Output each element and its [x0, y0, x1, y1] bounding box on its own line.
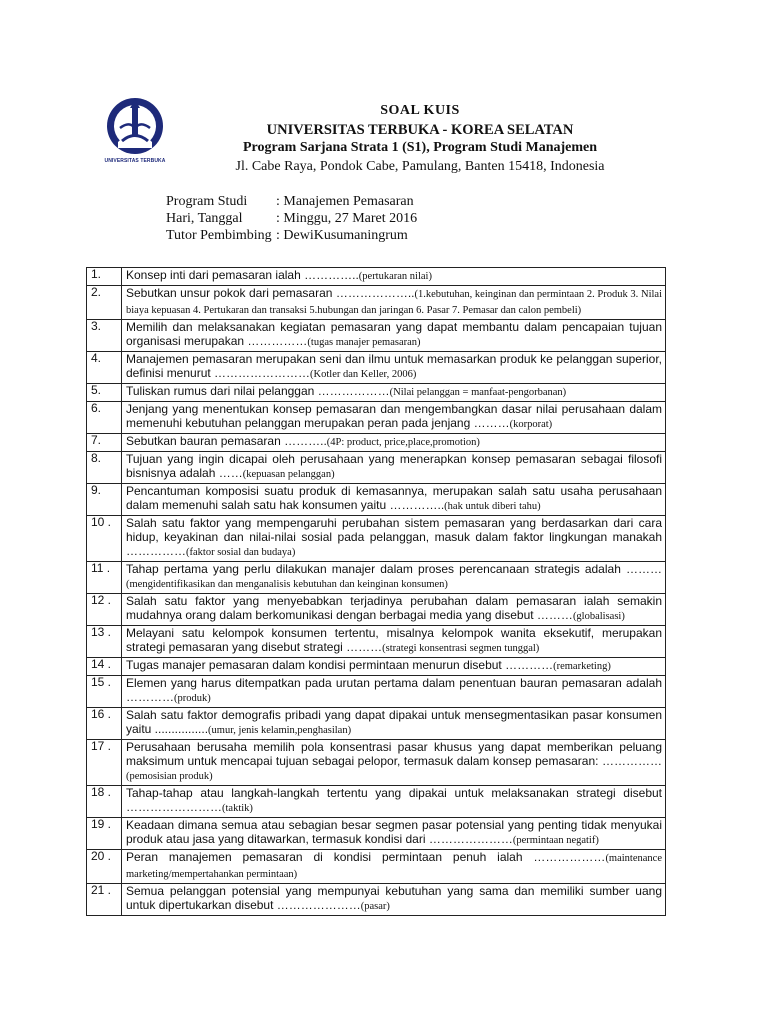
- question-text: Elemen yang harus ditempatkan pada urutan pertama dalam penentuan bauran pemasaran adalah …………: [126, 676, 662, 704]
- question-number: 8.: [87, 452, 122, 484]
- question-row: [87, 484, 666, 516]
- question-text: Perusahaan berusaha memilih pola konsentrasi pasar khusus yang dapat memberikan peluang maksimum untuk mencapai tujuan sebagai pelopor, termasuk dalam konsep pemasaran: ……………: [126, 740, 662, 768]
- question-text: Konsep inti dari pemasaran ialah …………..: [126, 268, 359, 282]
- question-number: 14 .: [87, 658, 122, 676]
- question-row: [87, 268, 666, 286]
- question-cell: [122, 708, 666, 740]
- question-text: Tujuan yang ingin dicapai oleh perusahaan yang menerapkan konsep pemasaran sebagai filosofi bisnisnya adalah ……: [126, 452, 662, 480]
- question-row: [87, 320, 666, 352]
- question-row: [87, 658, 666, 676]
- question-cell: [122, 562, 666, 594]
- question-cell: [122, 594, 666, 626]
- answer-text: (umur, jenis kelamin,penghasilan): [208, 725, 352, 736]
- question-number: 10 .: [87, 516, 122, 562]
- question-cell: [122, 850, 666, 884]
- question-text: Tahap-tahap atau langkah-langkah tertentu yang dipakai untuk melaksanakan strategi disebut ……………………: [126, 786, 662, 814]
- question-number: 6.: [87, 402, 122, 434]
- answer-text: (faktor sosial dan budaya): [186, 547, 296, 558]
- question-row: [87, 676, 666, 708]
- question-number: 19 .: [87, 818, 122, 850]
- question-number: 9.: [87, 484, 122, 516]
- question-row: [87, 594, 666, 626]
- info-label: Tutor Pembimbing: [166, 228, 272, 243]
- question-cell: [122, 818, 666, 850]
- answer-text: (pertukaran nilai): [358, 271, 432, 282]
- question-text: Sebutkan bauran pemasaran ………..: [126, 434, 327, 448]
- question-cell: [122, 286, 666, 320]
- answer-text: (Nilai pelanggan = manfaat-pengorbanan): [389, 387, 567, 398]
- answer-text: (Kotler dan Keller, 2006): [310, 369, 417, 380]
- question-cell: [122, 384, 666, 402]
- question-text: Jenjang yang menentukan konsep pemasaran dan mengembangkan dasar nilai perusahaan dalam memenuhi kebutuhan pelanggan merupakan peran pada jenjang ………: [126, 402, 662, 430]
- logo-caption: UNIVERSITAS TERBUKA: [104, 158, 166, 164]
- question-row: [87, 786, 666, 818]
- answer-text: (produk): [174, 693, 211, 704]
- question-cell: [122, 320, 666, 352]
- answer-text: (maintenance marketing/mempertahankan permintaan): [126, 853, 662, 880]
- info-value: : Manajemen Pemasaran: [276, 194, 414, 209]
- question-row: [87, 286, 666, 320]
- question-cell: [122, 402, 666, 434]
- question-number: 12 .: [87, 594, 122, 626]
- question-row: [87, 740, 666, 786]
- info-label: Hari, Tanggal: [166, 211, 243, 226]
- answer-text: (kepuasan pelanggan): [242, 469, 335, 480]
- question-text: Pencantuman komposisi suatu produk di kemasannya, merupakan salah satu usaha perusahaan dalam memenuhi salah satu hak konsumen yaitu …………..: [126, 484, 662, 512]
- question-row: [87, 516, 666, 562]
- answer-text: (pemosisian produk): [126, 771, 213, 782]
- question-row: [87, 708, 666, 740]
- answer-text: (pasar): [360, 901, 390, 912]
- answer-text: (1.kebutuhan, keinginan dan permintaan 2. Produk 3. Nilai biaya kepuasan 4. Pertukaran dan transaksi 5.hubungan dan jaringan 6. Pasar 7. Pemasar dan calon pembeli): [126, 289, 662, 316]
- answer-text: (strategi konsentrasi segmen tunggal): [382, 643, 540, 654]
- question-number: 2.: [87, 286, 122, 320]
- question-text: Salah satu faktor yang mempengaruhi perubahan sistem pemasaran yang berdasarkan dari cara hidup, keyakinan dan nilai-nilai sosial pada pelanggan, masuk dalam faktor lingkungan manakah ……………: [126, 516, 662, 558]
- question-text: Tahap pertama yang perlu dilakukan manajer dalam proses perencanaan strategis adalah ………: [126, 562, 662, 576]
- question-cell: [122, 516, 666, 562]
- document-title: SOAL KUIS: [380, 103, 460, 118]
- question-number: 1.: [87, 268, 122, 286]
- answer-text: (remarketing): [553, 661, 611, 672]
- question-cell: [122, 268, 666, 286]
- question-text: Keadaan dimana semua atau sebagian besar segmen pasar potensial yang penting tidak menyukai produk atau jasa yang ditawarkan, termasuk kondisi dari …………………: [126, 818, 662, 846]
- question-cell: [122, 786, 666, 818]
- answer-text: (permintaan negatif): [512, 835, 599, 846]
- question-cell: [122, 676, 666, 708]
- question-text: Manajemen pemasaran merupakan seni dan ilmu untuk memasarkan produk ke pelanggan superior, definisi menurut ……………………: [126, 352, 662, 380]
- question-row: [87, 850, 666, 884]
- question-text: Melayani satu kelompok konsumen tertentu, misalnya kelompok wanita eksekutif, merupakan strategi pemasaran yang disebut strategi ………: [126, 626, 662, 654]
- answer-text: (tugas manajer pemasaran): [307, 337, 421, 348]
- question-cell: [122, 626, 666, 658]
- answer-text: (korporat): [509, 419, 553, 430]
- question-cell: [122, 352, 666, 384]
- question-number: 20 .: [87, 850, 122, 884]
- question-number: 11 .: [87, 562, 122, 594]
- question-row: [87, 402, 666, 434]
- info-row: [166, 227, 417, 244]
- question-row: [87, 562, 666, 594]
- question-number: 5.: [87, 384, 122, 402]
- question-text: Salah satu faktor yang menyebabkan terjadinya perubahan dalam pemasaran ialah semakin mudahnya orang dalam berkomunikasi dengan berbagai media yang disebut ………: [126, 594, 662, 622]
- question-cell: [122, 434, 666, 452]
- question-row: [87, 352, 666, 384]
- question-text: Semua pelanggan potensial yang mempunyai kebutuhan yang sama dan memiliki sumber uang untuk dipertukarkan disebut …………………: [126, 884, 662, 912]
- info-label: Program Studi: [166, 194, 248, 209]
- info-block: [166, 193, 417, 244]
- question-text: Sebutkan unsur pokok dari pemasaran ………………..: [126, 286, 415, 300]
- question-number: 4.: [87, 352, 122, 384]
- question-row: [87, 884, 666, 916]
- info-row: [166, 210, 417, 227]
- question-number: 13 .: [87, 626, 122, 658]
- program-name: Program Sarjana Strata 1 (S1), Program Studi Manajemen: [242, 140, 598, 155]
- document-header: [200, 102, 640, 176]
- question-cell: [122, 658, 666, 676]
- question-row: [87, 626, 666, 658]
- answer-text: (mengidentifikasikan dan menganalisis kebutuhan dan keinginan konsumen): [126, 579, 448, 590]
- answer-text: (taktik): [222, 803, 253, 814]
- question-number: 18 .: [87, 786, 122, 818]
- address: Jl. Cabe Raya, Pondok Cabe, Pamulang, Banten 15418, Indonesia: [235, 158, 605, 174]
- question-text: Salah satu faktor demografis pribadi yang dapat dipakai untuk mensegmentasikan pasar konsumen yaitu ................: [126, 708, 662, 736]
- answer-text: (hak untuk diberi tahu): [444, 501, 541, 512]
- university-name: UNIVERSITAS TERBUKA - KOREA SELATAN: [266, 121, 574, 138]
- question-number: 15 .: [87, 676, 122, 708]
- question-text: Peran manajemen pemasaran di kondisi permintaan penuh ialah ………………: [126, 850, 606, 864]
- question-cell: [122, 740, 666, 786]
- question-cell: [122, 452, 666, 484]
- question-text: Tuliskan rumus dari nilai pelanggan ………………: [126, 384, 390, 398]
- question-number: 17 .: [87, 740, 122, 786]
- info-value: : Minggu, 27 Maret 2016: [276, 211, 418, 226]
- question-row: [87, 434, 666, 452]
- question-text: Tugas manajer pemasaran dalam kondisi permintaan menurun disebut …………: [126, 658, 554, 672]
- question-row: [87, 452, 666, 484]
- info-value: : DewiKusumaningrum: [276, 228, 408, 243]
- question-row: [87, 384, 666, 402]
- answer-text: (globalisasi): [572, 611, 625, 622]
- question-row: [87, 818, 666, 850]
- question-text: Memilih dan melaksanakan kegiatan pemasaran yang dapat membantu dalam pencapaian tujuan organisasi merupakan ……………: [126, 320, 662, 348]
- question-number: 16 .: [87, 708, 122, 740]
- question-number: 7.: [87, 434, 122, 452]
- answer-text: (4P: product, price,place,promotion): [326, 437, 480, 448]
- info-row: [166, 193, 417, 210]
- question-number: 21 .: [87, 884, 122, 916]
- quiz-table: [86, 267, 666, 916]
- question-number: 3.: [87, 320, 122, 352]
- question-cell: [122, 484, 666, 516]
- question-cell: [122, 884, 666, 916]
